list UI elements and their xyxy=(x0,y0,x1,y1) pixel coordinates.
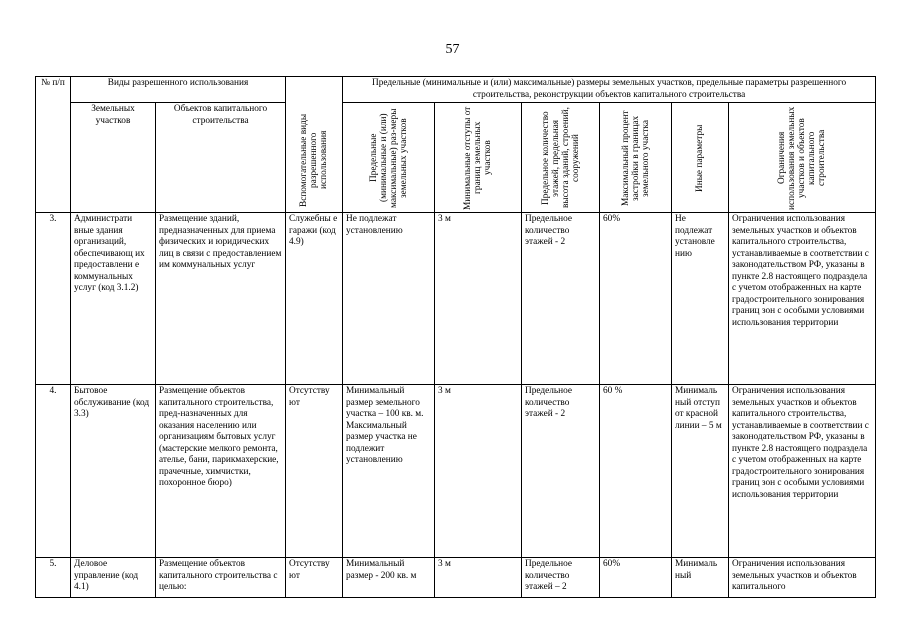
header-other: Иные параметры xyxy=(672,103,729,213)
row-objects: Размещение объектов капитального строительства, пред-назначенных для оказания населению или организациям бытовых услуг (мастерские мелкого ремонта, ателье, бани, парикмахерские, прачечные, химчистки, похоронное бюро) xyxy=(156,385,286,558)
row-coverage: 60% xyxy=(600,213,672,385)
row-objects: Размещение объектов капитального строительства с целью: xyxy=(156,558,286,598)
row-restrictions: Ограничения использования земельных участков и объектов капитального строительства, устанавливаемые в соответствии с законодательством РФ, указаны в пункте 2.8 настоящего подраздела с учетом отображенных на карте градостроительного зонирования границ зон с особыми условиями использования территории xyxy=(729,213,876,385)
row-coverage: 60 % xyxy=(600,385,672,558)
row-land: Деловое управление (код 4.1) xyxy=(71,558,156,598)
row-aux: Отсутству ют xyxy=(286,385,343,558)
row-floors: Предельное количество этажей - 2 xyxy=(522,385,600,558)
row-other: Не подлежат установле нию xyxy=(672,213,729,385)
row-size: Минимальный размер - 200 кв. м xyxy=(343,558,435,598)
row-other: Минималь ный отступ от красной линии – 5 м xyxy=(672,385,729,558)
row-land: Администрати вные здания организаций, обеспечивающ их предоставлени е коммунальных услуг (код 3.1.2) xyxy=(71,213,156,385)
table-row xyxy=(36,213,876,385)
row-num: 3. xyxy=(36,213,71,385)
row-num: 5. xyxy=(36,558,71,598)
header-setback: Минимальные отступы от границ земельных участков xyxy=(435,103,522,213)
page-number: 57 xyxy=(445,42,460,57)
header-aux-use: Вспомогательные виды разрешенного использования xyxy=(286,77,343,213)
row-floors: Предельное количество этажей – 2 xyxy=(522,558,600,598)
row-coverage: 60% xyxy=(600,558,672,598)
row-size: Минимальный размер земельного участка – 100 кв. м. Максимальный размер участка не подлежит установлению xyxy=(343,385,435,558)
table-row xyxy=(36,385,876,558)
row-size: Не подлежат установлению xyxy=(343,213,435,385)
row-aux: Отсутству ют xyxy=(286,558,343,598)
header-floors: Предельное количество этажей, предельная высота зданий, строений, сооружений xyxy=(522,103,600,213)
row-num: 4. xyxy=(36,385,71,558)
row-land: Бытовое обслуживание (код 3.3) xyxy=(71,385,156,558)
row-aux: Служебны е гаражи (код 4.9) xyxy=(286,213,343,385)
row-setback: 3 м xyxy=(435,558,522,598)
row-other: Минималь ный xyxy=(672,558,729,598)
row-restrictions: Ограничения использования земельных участков и объектов капитального xyxy=(729,558,876,598)
regulations-table xyxy=(35,76,876,598)
header-use-group: Виды разрешенного использования xyxy=(71,77,286,103)
row-floors: Предельное количество этажей - 2 xyxy=(522,213,600,385)
row-setback: 3 м xyxy=(435,213,522,385)
header-land: Земельных участков xyxy=(71,103,156,213)
header-objects: Объектов капитального строительства xyxy=(156,103,286,213)
row-setback: 3 м xyxy=(435,385,522,558)
header-num: № п/п xyxy=(36,77,71,213)
row-restrictions: Ограничения использования земельных участков и объектов капитального строительства, устанавливаемые в соответствии с законодательством РФ, указаны в пункте 2.8 настоящего подраздела с учетом отображенных на карте градостроительного зонирования границ зон с особыми условиями использования территории xyxy=(729,385,876,558)
row-objects: Размещение зданий, предназначенных для приема физических и юридических лиц в связи с предоставлением им коммунальных услуг xyxy=(156,213,286,385)
header-row-1 xyxy=(36,77,876,103)
header-params-group: Предельные (минимальные и (или) максимальные) размеры земельных участков, предельные параметры разрешенного строительства, реконструкции объектов капитального строительства xyxy=(343,77,876,103)
table-row xyxy=(36,558,876,598)
header-size: Предельные (минимальные и (или) максимальные) раз-меры земельных участков xyxy=(343,103,435,213)
header-row-2 xyxy=(36,103,876,213)
header-restrictions: Ограничения использования земельных участков и объектов капитального строительства xyxy=(729,103,876,213)
header-coverage: Максимальный процент застройки в границах земельного участка xyxy=(600,103,672,213)
